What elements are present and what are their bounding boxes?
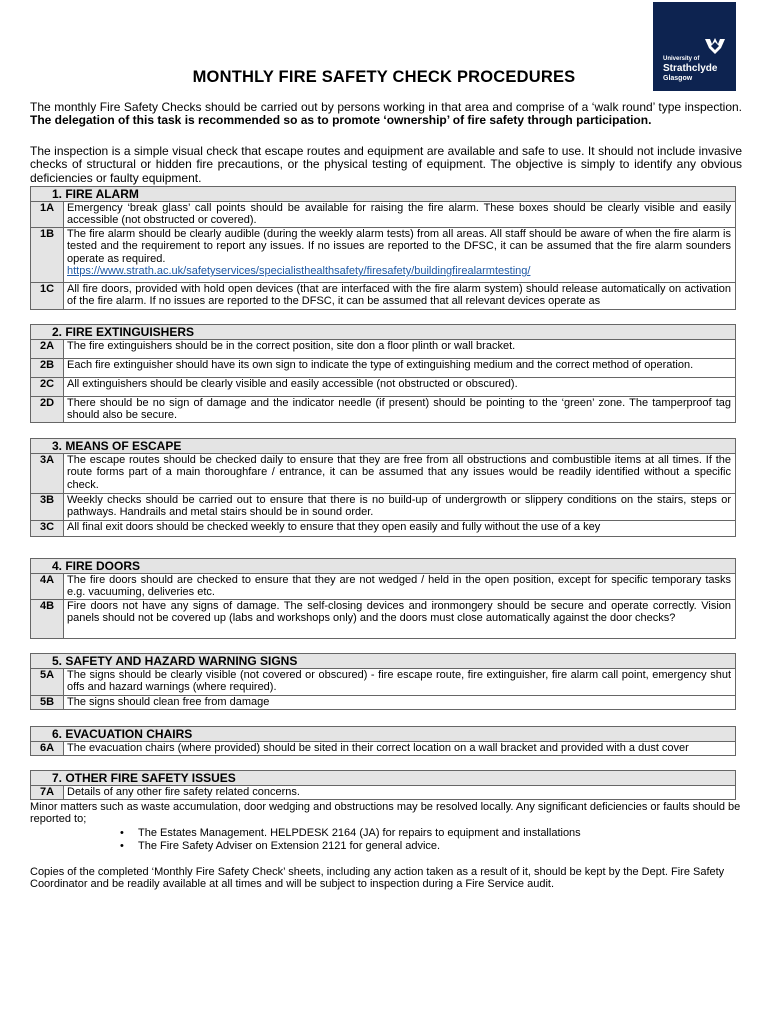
footer-paragraph-1: Minor matters such as waste accumulation, door wedging and obstructions may be resolved locally. Any significant deficiencies or faults should be reported to; <box>30 801 741 826</box>
row-text: The signs should be clearly visible (not covered or obscured) - fire escape route, fire extinguisher, fire alarm call point, emergency shut offs and hazard warnings (where required). <box>64 669 736 696</box>
row-text: All fire doors, provided with hold open devices (that are interfaced with the fire alarm system) should release automatically on activation of the fire alarm. If no issues are reported to the DFSC, it can be assumed that all relevant devices operate as <box>67 282 731 308</box>
list-item: • The Fire Safety Adviser on Extension 2121 for general advice. <box>120 840 581 853</box>
section-other-issues <box>30 770 736 800</box>
crest-icon <box>703 36 727 56</box>
row-code: 2D <box>31 397 64 423</box>
row-text: Fire doors not have any signs of damage. The self-closing devices and ironmongery should be secure and operate correctly. Vision panels should not be covered up (labs and workshops only) and the doors must close automatically against the door checks? <box>64 600 736 639</box>
intro-paragraph-1 <box>30 101 742 128</box>
row-text: The signs should clean free from damage <box>64 696 736 710</box>
section-header: 1. FIRE ALARM <box>31 187 736 202</box>
section-header: 3. MEANS OF ESCAPE <box>31 439 736 454</box>
section-header: 6. EVACUATION CHAIRS <box>31 727 736 742</box>
section-header: 2. FIRE EXTINGUISHERS <box>31 325 736 340</box>
row-code: 3A <box>31 454 64 494</box>
section-fire-extinguishers <box>30 324 736 423</box>
row-text: Each fire extinguisher should have its own sign to indicate the type of extinguishing medium and the correct method of operation. <box>64 359 736 378</box>
row-text: The fire doors should are checked to ensure that they are not wedged / held in the open position, except for specific temporary tasks e.g. vacuuming, deliveries etc. <box>64 574 736 600</box>
row-text: All final exit doors should be checked weekly to ensure that they open easily and fully without the use of a key <box>64 521 736 537</box>
section-evacuation-chairs <box>30 726 736 756</box>
section-header: 4. FIRE DOORS <box>31 559 736 574</box>
row-code: 5A <box>31 669 64 696</box>
row-text-cell <box>64 282 736 309</box>
row-text: Emergency ‘break glass’ call points should be available for raising the fire alarm. These boxes should be clearly visible and easily accessible (not obstructed or covered). <box>64 202 736 228</box>
row-code: 1A <box>31 202 64 228</box>
logo-line-glasgow: Glasgow <box>663 75 693 82</box>
intro-paragraph-2: The inspection is a simple visual check that escape routes and equipment are available and safe to use. It should not include invasive checks of structural or hidden fire precautions, or the physical testing of equipment. The objective is simply to identify any obvious deficiencies or faulty equipment. <box>30 144 742 185</box>
fire-alarm-testing-link[interactable]: https://www.strath.ac.uk/safetyservices/specialisthealthsafety/firesafety/buildingfirealarmtesting/ <box>67 265 531 278</box>
section-means-of-escape <box>30 438 736 537</box>
footer-paragraph-2: Copies of the completed ‘Monthly Fire Safety Check’ sheets, including any action taken as a result of it, should be kept by the Dept. Fire Safety Coordinator and be readily available at all times and will be subject to inspection during a Fire Service audit. <box>30 866 725 891</box>
row-code: 1B <box>31 227 64 282</box>
row-code: 7A <box>31 786 64 800</box>
row-code: 3B <box>31 494 64 521</box>
row-text-cell <box>64 227 736 282</box>
row-code: 4A <box>31 574 64 600</box>
row-text: Weekly checks should be carried out to ensure that there is no build-up of undergrowth or slippery conditions on the stairs, steps or pathways. Handrails and metal stairs should be in sound order. <box>64 494 736 521</box>
section-fire-alarm <box>30 186 736 310</box>
row-code: 3C <box>31 521 64 537</box>
row-text: The fire alarm should be clearly audible (during the weekly alarm tests) from all areas. All staff should be aware of when the fire alarm is tested and the requirement to report any issues. If no issues are reported to the DFSC, it can be assumed that the fire alarm sounders operate as required. <box>67 227 731 265</box>
row-text: The fire extinguishers should be in the correct position, site don a floor plinth or wall bracket. <box>64 340 736 359</box>
list-item: • The Estates Management. HELPDESK 2164 (JA) for repairs to equipment and installations <box>120 827 581 840</box>
row-code: 2A <box>31 340 64 359</box>
intro-bold-text: The delegation of this task is recommended so as to promote ‘ownership’ of fire safety through participation. <box>30 113 652 128</box>
logo-line-strathclyde: Strathclyde <box>663 63 718 74</box>
row-code: 2B <box>31 359 64 378</box>
logo-line-university: University of <box>663 56 700 62</box>
row-text: The escape routes should be checked daily to ensure that they are free from all obstructions and combustible items at all times. If the route forms part of a main thoroughfare / entrance, it can be assumed that any issues would be readily identified without a specific check. <box>64 454 736 494</box>
intro-text: The monthly Fire Safety Checks should be carried out by persons working in that area and comprise of a ‘walk round’ type inspection. <box>30 100 742 114</box>
section-header: 5. SAFETY AND HAZARD WARNING SIGNS <box>31 654 736 669</box>
section-header: 7. OTHER FIRE SAFETY ISSUES <box>31 771 736 786</box>
row-text: There should be no sign of damage and the indicator needle (if present) should be pointing to the ‘green’ zone. The tamperproof tag should also be secure. <box>64 397 736 423</box>
section-safety-signs <box>30 653 736 710</box>
row-code: 6A <box>31 742 64 756</box>
row-text: All extinguishers should be clearly visible and easily accessible (not obstructed or obscured). <box>64 378 736 397</box>
row-code: 2C <box>31 378 64 397</box>
row-text: Details of any other fire safety related concerns. <box>64 786 736 800</box>
report-contacts-list <box>120 827 581 853</box>
row-code: 1C <box>31 282 64 309</box>
row-code: 5B <box>31 696 64 710</box>
row-text: The evacuation chairs (where provided) should be sited in their correct location on a wall bracket and provided with a dust cover <box>64 742 736 756</box>
section-fire-doors <box>30 558 736 639</box>
row-code: 4B <box>31 600 64 639</box>
page-title: MONTHLY FIRE SAFETY CHECK PROCEDURES <box>192 68 576 86</box>
